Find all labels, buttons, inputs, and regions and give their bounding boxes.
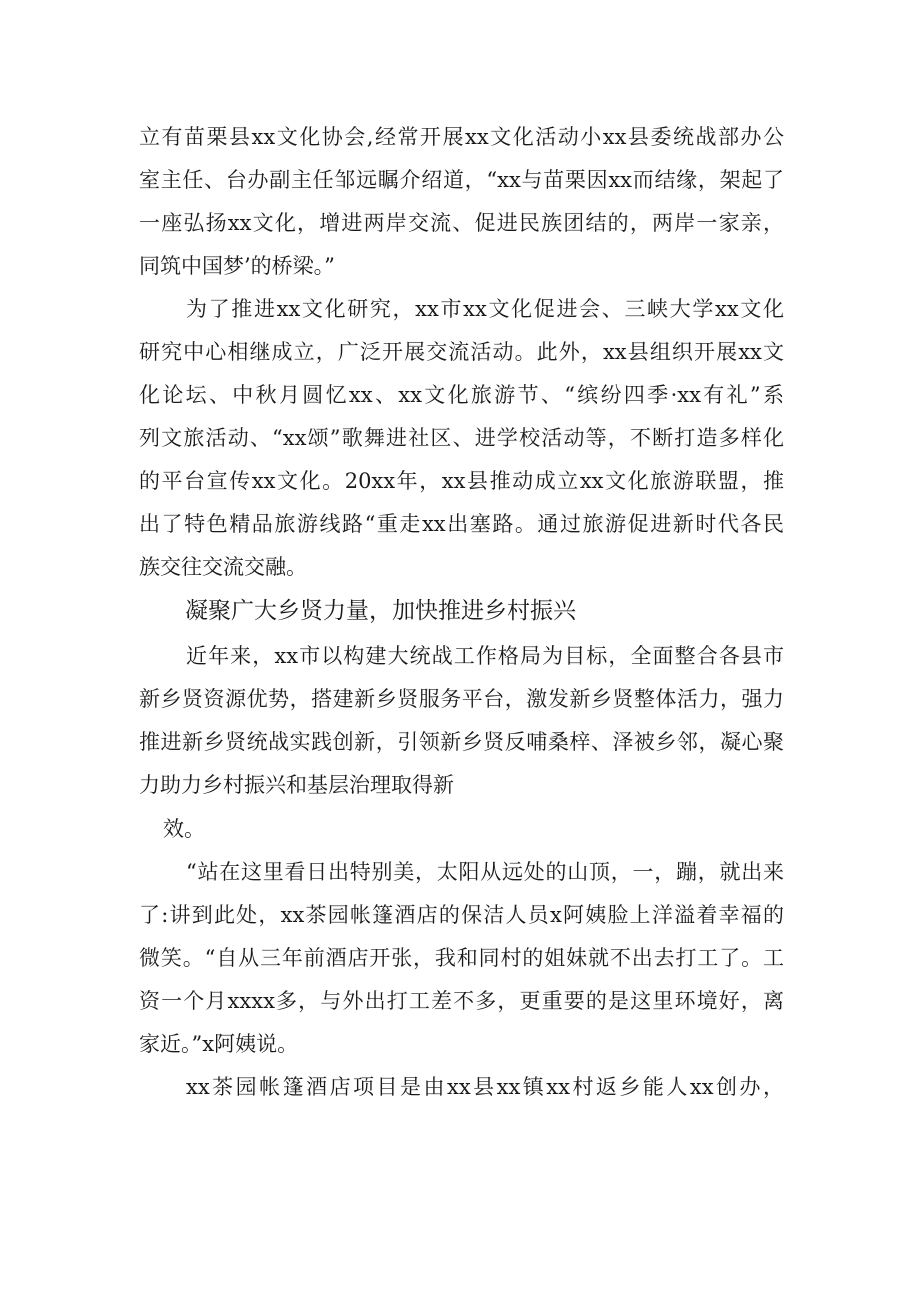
paragraph-2-line-3: 化论坛、中秋月圆忆xx、xx文化旅游节、“缤纷四季·xx有礼”系 xyxy=(139,383,784,407)
paragraph-1-line-4: 同筑中国梦’的桥梁。” xyxy=(139,254,335,278)
paragraph-1-line-3: 一座弘扬xx文化，增进两岸交流、促进民族团结的，两岸一家亲， xyxy=(139,211,784,235)
paragraph-4-line-1: “站在这里看日出特别美，太阳从远处的山顶，一，蹦，就出来 xyxy=(186,860,784,884)
section-heading: 凝聚广大乡贤力量，加快推进乡村振兴 xyxy=(185,598,576,624)
paragraph-1-line-2: 室主任、台办副主任邹远瞩介绍道，“xx与苗栗因xx而结缘，架起了 xyxy=(139,168,784,192)
paragraph-4-line-4: 资一个月xxxx多，与外出打工差不多，更重要的是这里环境好，离 xyxy=(139,989,784,1013)
paragraph-4-line-2: 了:讲到此处，xx茶园帐篷酒店的保洁人员x阿姨脸上洋溢着幸福的 xyxy=(139,903,784,927)
paragraph-4-line-3: 微笑。“自从三年前酒店开张，我和同村的姐妹就不出去打工了。工 xyxy=(139,946,784,970)
paragraph-3-line-2: 新乡贤资源优势，搭建新乡贤服务平台，激发新乡贤整体活力，强力 xyxy=(139,687,784,711)
paragraph-2-line-2: 研究中心相继成立，广泛开展交流活动。此外，xx县组织开展xx文 xyxy=(139,340,784,364)
paragraph-3-line-1: 近年来，xx市以构建大统战工作格局为目标，全面整合各县市 xyxy=(186,644,784,668)
paragraph-2-line-4: 列文旅活动、“xx颂”歌舞进社区、进学校活动等，不断打造多样化 xyxy=(139,426,784,450)
paragraph-3-line-3: 推进新乡贤统战实践创新，引领新乡贤反哺桑梓、泽被乡邻，凝心聚 xyxy=(139,730,784,754)
paragraph-1-line-1: 立有苗栗县xx文化协会,经常开展xx文化活动小xx县委统战部办公 xyxy=(139,125,784,149)
paragraph-2-line-5: 的平台宣传xx文化。20xx年，xx县推动成立xx文化旅游联盟，推 xyxy=(139,469,784,493)
paragraph-2-line-6: 出了特色精品旅游线路“重走xx出塞路。通过旅游促进新时代各民 xyxy=(139,512,784,536)
paragraph-3-line-4: 力助力乡村振兴和基层治理取得新 xyxy=(139,773,454,797)
paragraph-5-line-1: xx茶园帐篷酒店项目是由xx县xx镇xx村返乡能人xx创办， xyxy=(186,1075,784,1099)
paragraph-4-line-5: 家近。”x阿姨说。 xyxy=(139,1032,299,1056)
paragraph-3-line-5: 效。 xyxy=(163,817,205,841)
paragraph-2-line-1: 为了推进xx文化研究，xx市xx文化促进会、三峡大学xx文化 xyxy=(186,297,784,321)
paragraph-2-line-7: 族交往交流交融。 xyxy=(139,555,307,579)
